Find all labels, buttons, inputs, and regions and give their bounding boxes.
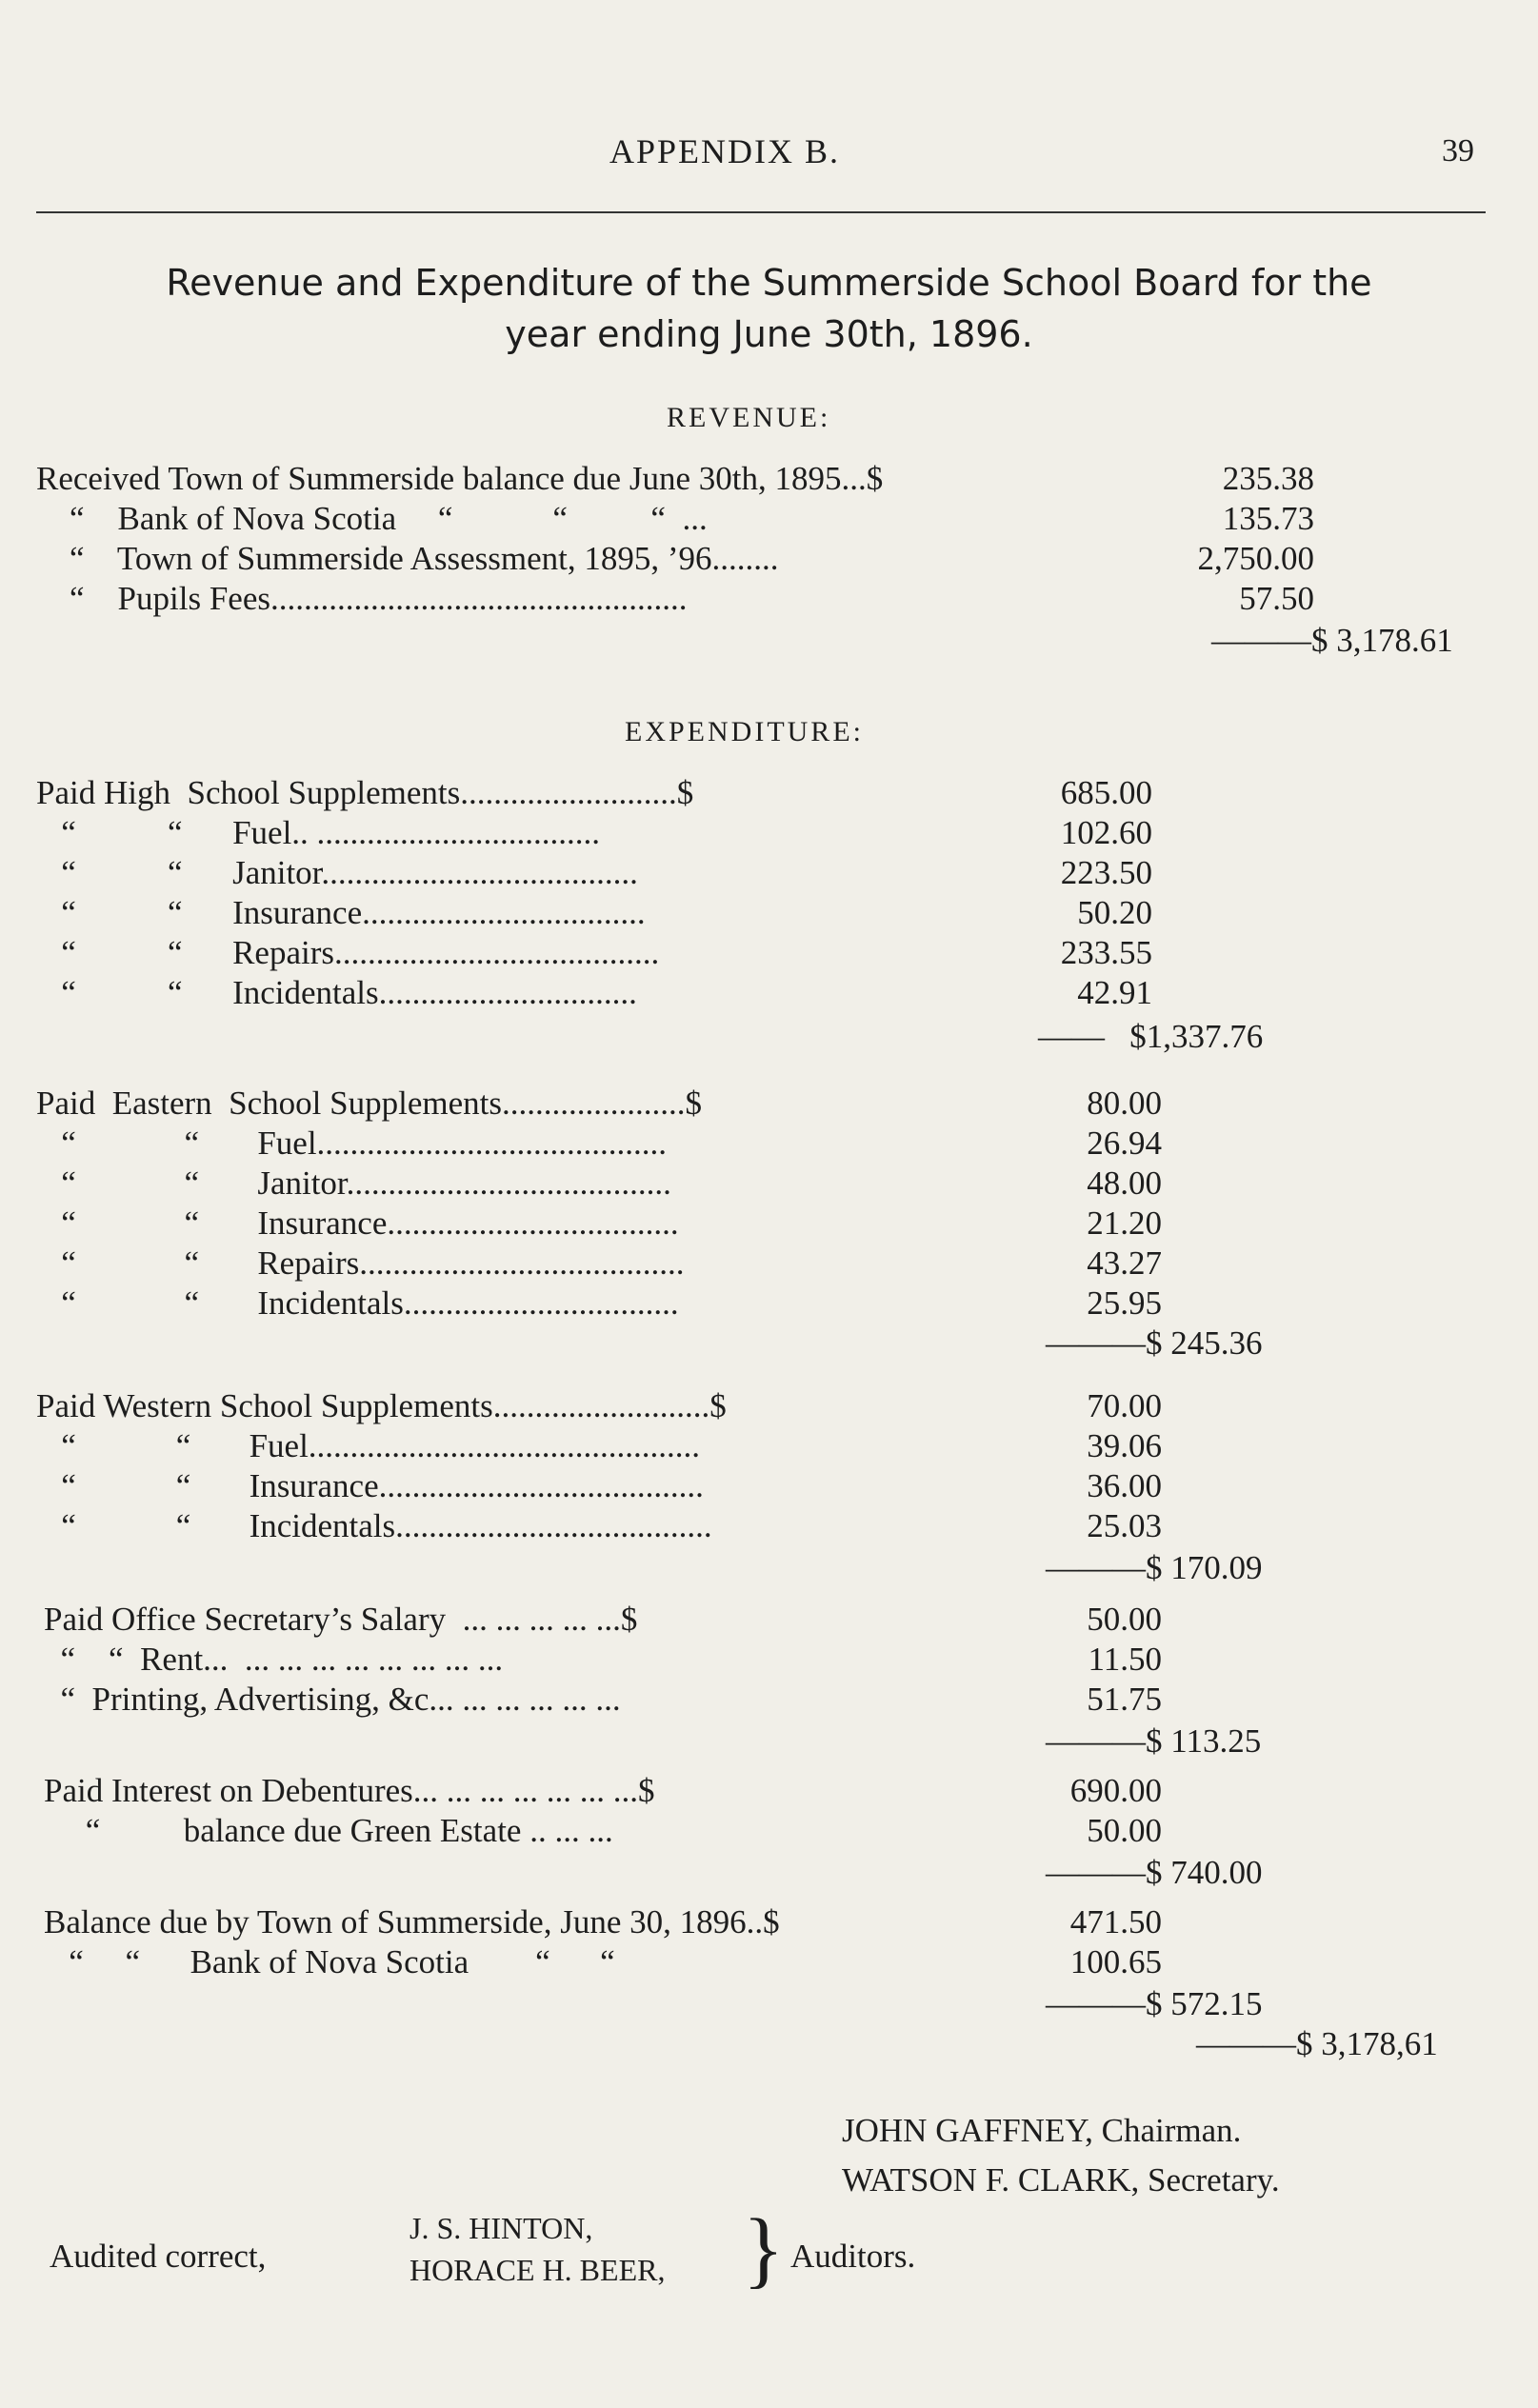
expense-row-amount: 471.50 [1069,1903,1162,1940]
expense-row-amount: 50.20 [1077,894,1152,931]
document-title-line-2: year ending June 30th, 1896. [505,313,1033,355]
revenue-row-label: Received Town of Summerside balance due June 30th, 1895...$ [36,460,884,497]
expense-row-amount: 26.94 [1087,1124,1162,1162]
expense-row-label: “ “ Incidentals................................. [36,1284,679,1322]
revenue-row-amount: 57.50 [1239,580,1314,617]
header-rule [36,211,1486,213]
auditor-name-2: HORACE H. BEER, [409,2253,666,2287]
expense-row-label: Paid Western School Supplements..........................$ [36,1387,727,1424]
expense-row-label: “ “ Fuel.......................................... [36,1124,668,1162]
expense-subtotal: ———$ 245.36 [1046,1324,1263,1362]
expense-row-label: Paid Interest on Debentures... ... ... ... ... ... ...$ [44,1772,655,1809]
expense-row-amount: 233.55 [1060,934,1152,971]
expense-row-amount: 48.00 [1087,1164,1162,1202]
page-number: 39 [1442,133,1474,169]
expense-row-amount: 36.00 [1087,1467,1162,1504]
expense-row-label: “ “ Repairs....................................... [36,1244,685,1282]
expense-row-label: “ “ Repairs....................................... [36,934,660,971]
expense-row-amount: 50.00 [1087,1601,1162,1638]
revenue-row-amount: 235.38 [1222,460,1314,497]
expenditure-grand-total: ———$ 3,178,61 [1196,2025,1438,2062]
expense-row-label: “ “ Insurance.................................. [36,894,646,931]
revenue-total: ———$ 3,178.61 [1211,622,1453,659]
expense-row-amount: 39.06 [1087,1427,1162,1464]
auditor-name-1: J. S. HINTON, [409,2211,593,2245]
expense-row-amount: 690.00 [1069,1772,1162,1809]
expense-subtotal: ———$ 740.00 [1046,1854,1263,1891]
document-title [29,257,1509,360]
expense-row-amount: 685.00 [1060,774,1152,811]
expense-row-label: “ “ Janitor...................................... [36,854,638,891]
expense-row-amount: 25.95 [1087,1284,1162,1322]
revenue-heading: REVENUE: [667,402,831,433]
expense-subtotal: ———$ 170.09 [1046,1549,1263,1586]
expense-row-label: “ “ Insurance................................... [36,1204,679,1242]
expense-row-amount: 102.60 [1060,814,1152,851]
chairman-signature: JOHN GAFFNEY, Chairman. [842,2112,1242,2149]
revenue-row-label: “ Pupils Fees.................................................. [36,580,688,617]
expense-row-label: “ “ Incidentals...................................... [36,1507,712,1544]
expense-row-amount: 43.27 [1087,1244,1162,1282]
expense-row-label: Paid High School Supplements..........................$ [36,774,694,811]
expense-row-label: Paid Eastern School Supplements......................$ [36,1085,702,1122]
expense-row-amount: 21.20 [1087,1204,1162,1242]
expense-row-amount: 25.03 [1087,1507,1162,1544]
expense-row-amount: 223.50 [1060,854,1152,891]
expense-row-amount: 51.75 [1087,1681,1162,1718]
expense-row-amount: 11.50 [1088,1641,1162,1678]
expense-row-amount: 50.00 [1087,1812,1162,1849]
expense-row-label: “ “ Janitor....................................... [36,1164,671,1202]
expense-row-amount: 80.00 [1087,1085,1162,1122]
expense-row-amount: 70.00 [1087,1387,1162,1424]
expense-subtotal: ———$ 572.15 [1046,1985,1263,2022]
expense-row-label: “ “ Rent... ... ... ... ... ... ... ... ... [44,1641,504,1678]
expense-subtotal: ———$ 113.25 [1046,1722,1262,1760]
secretary-signature: WATSON F. CLARK, Secretary. [842,2161,1280,2199]
expense-subtotal: —— $1,337.76 [1038,1018,1264,1055]
expense-row-label: Balance due by Town of Summerside, June 30, 1896..$ [44,1903,780,1940]
revenue-row-label: “ Bank of Nova Scotia “ “ “ ... [36,500,708,537]
expense-row-amount: 42.91 [1077,974,1152,1011]
expense-row-label: “ “ Fuel............................................... [36,1427,701,1464]
expense-row-label: “ balance due Green Estate .. ... ... [44,1812,613,1849]
expense-row-label: “ “ Fuel.. .................................. [36,814,601,851]
revenue-row-amount: 135.73 [1222,500,1314,537]
auditors-brace: } [743,2202,785,2297]
expense-row-label: “ “ Incidentals............................... [36,974,637,1011]
auditors-label: Auditors. [790,2238,916,2275]
expense-row-label: “ Printing, Advertising, &c... ... ... ... ... ... [44,1681,621,1718]
revenue-row-label: “ Town of Summerside Assessment, 1895, ’96........ [36,540,779,577]
expense-row-label: “ “ Bank of Nova Scotia “ “ [44,1943,615,1980]
revenue-row-amount: 2,750.00 [1197,540,1314,577]
expense-row-label: “ “ Insurance....................................... [36,1467,704,1504]
document-title-line-1: Revenue and Expenditure of the Summerside School Board for the [166,262,1372,304]
running-header: APPENDIX B. [609,132,841,170]
expenditure-heading: EXPENDITURE: [625,716,864,747]
expense-row-label: Paid Office Secretary’s Salary ... ... ... ... ...$ [44,1601,638,1638]
expense-row-amount: 100.65 [1069,1943,1162,1980]
audited-correct-label: Audited correct, [50,2238,267,2275]
